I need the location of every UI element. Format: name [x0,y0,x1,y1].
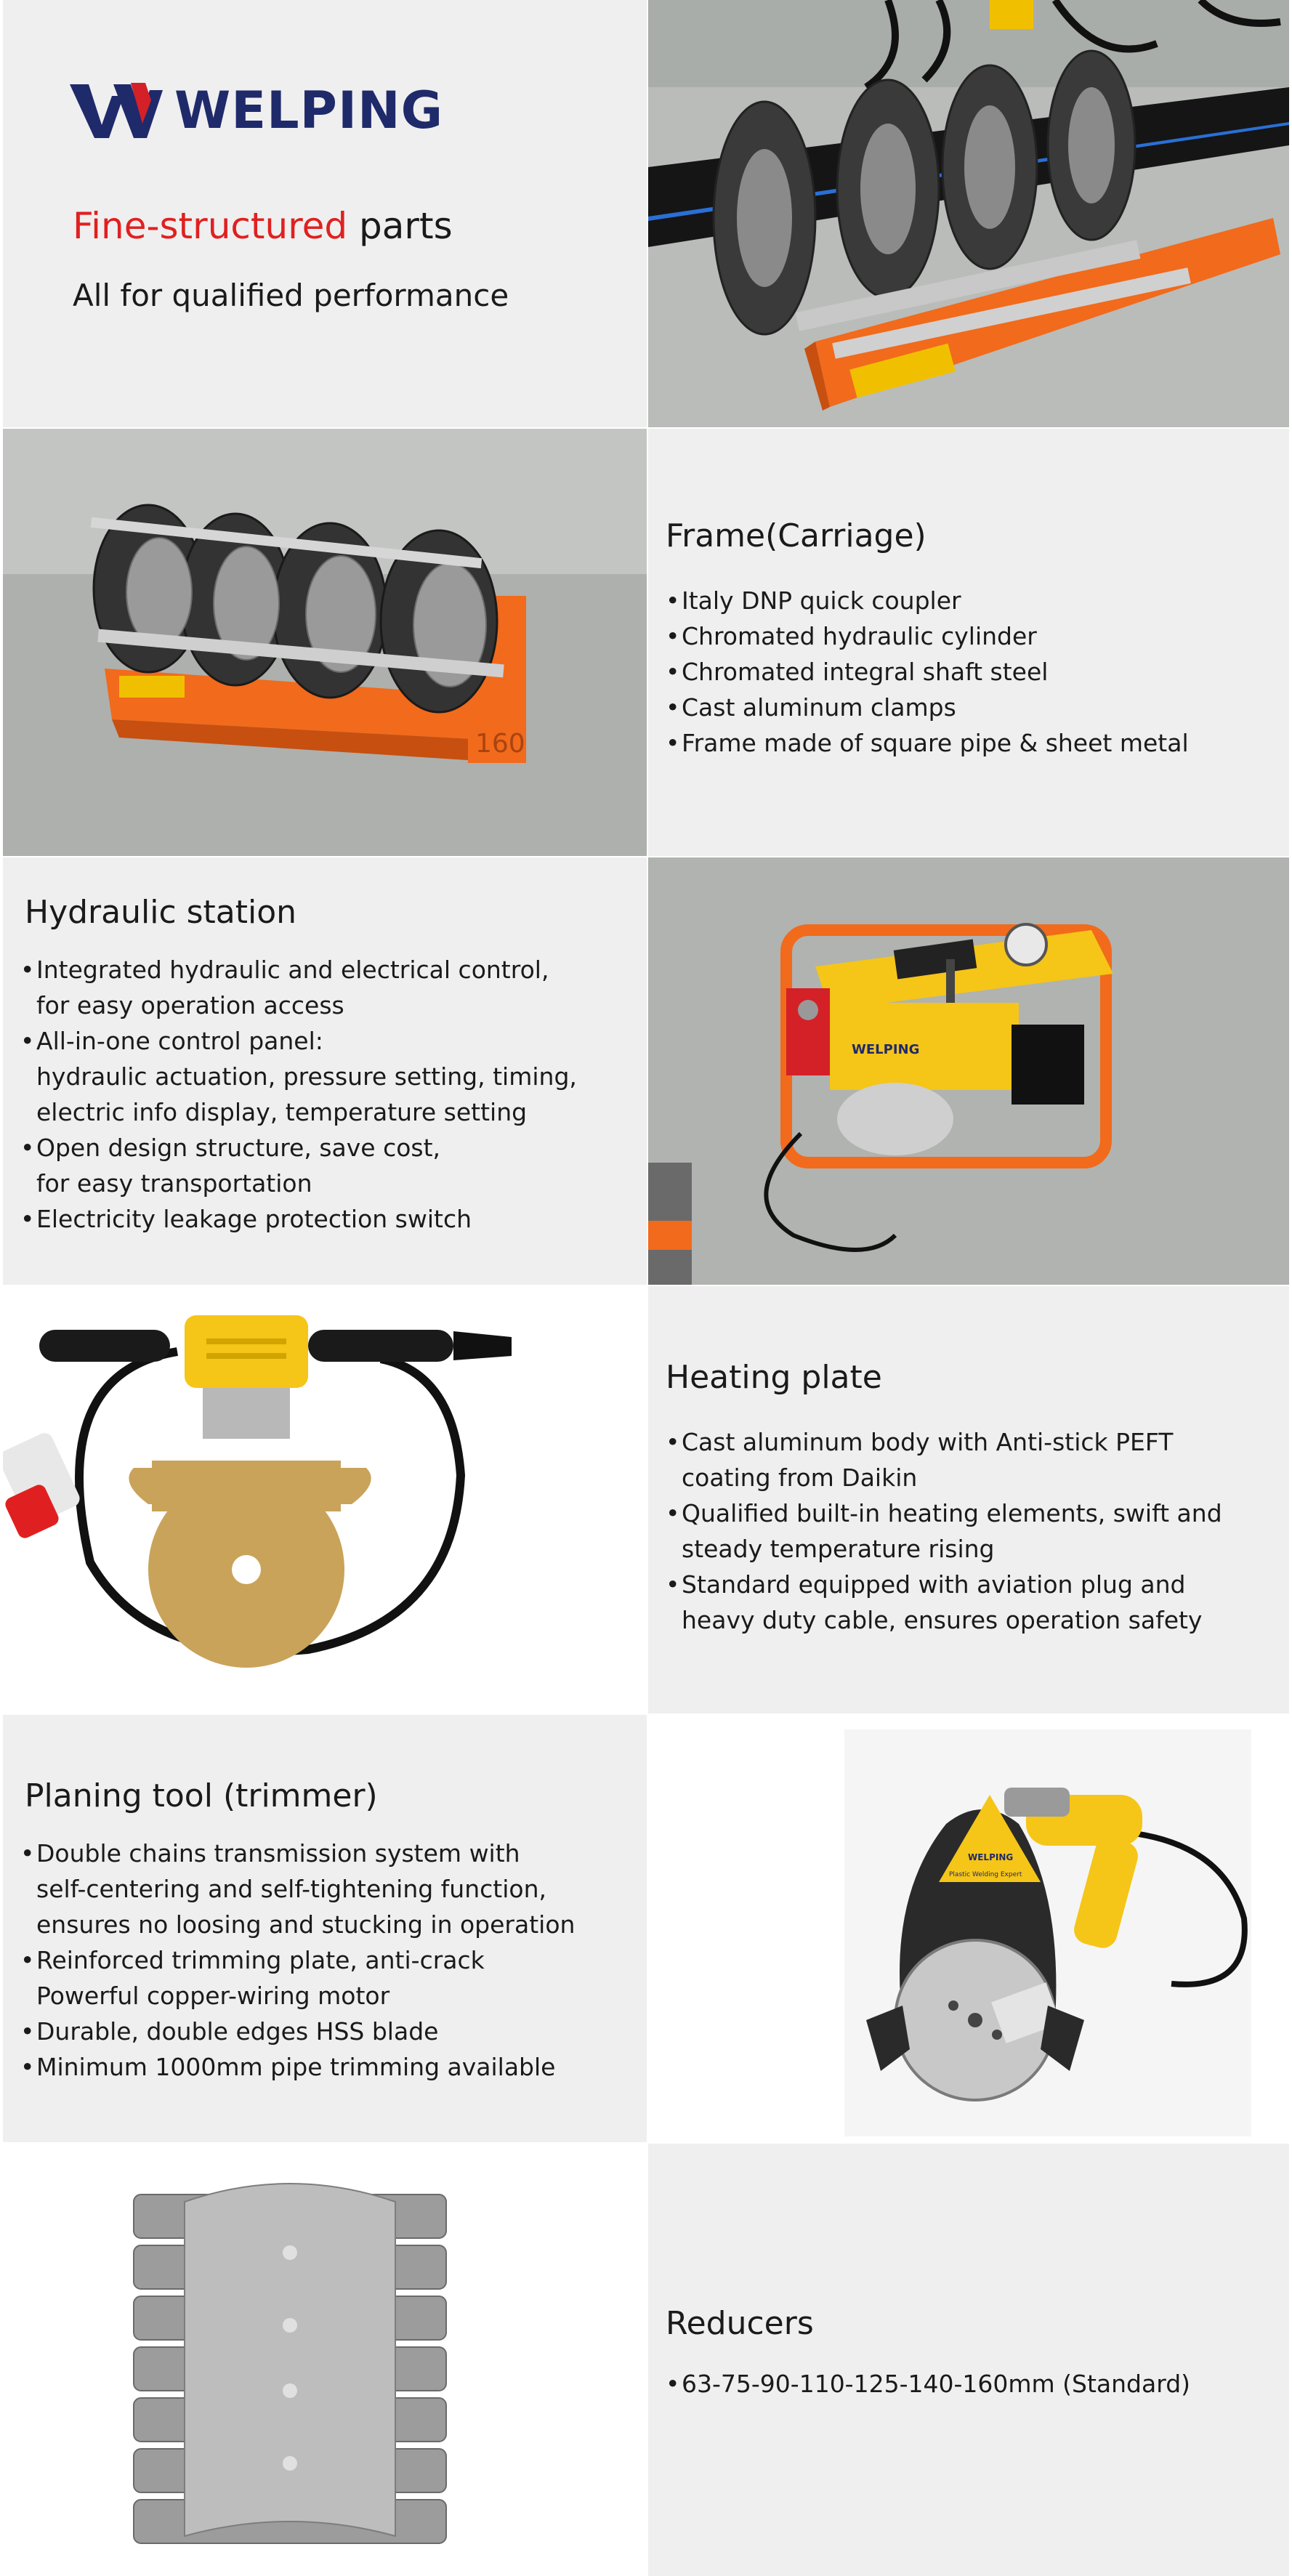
frame-carriage-photo-icon [3,429,647,856]
reducers-panel [648,2144,1289,2576]
trimmer-tag-label: Plastic Welding Expert [949,1871,1022,1878]
brand-name: WELPING [174,81,444,140]
hydraulic-unit-photo [648,857,1289,1285]
hydraulic-feature-4 [20,1201,577,1237]
machine-top-photo [648,0,1289,427]
hydraulic-feature-1-line-1: • Integrated hydraulic and electrical control, [36,956,549,984]
planing-feature-1 [20,1836,575,1942]
hydraulic-feature-3 [20,1130,577,1201]
brand-logo [70,80,443,141]
heating-feature-2 [666,1495,1222,1567]
planing-feature-2-line-1: • Reinforced trimming plate, anti-crack [36,1946,485,1974]
hydraulic-feature-4-line-1: • Electricity leakage protection switch [36,1205,472,1233]
hydraulic-panel [3,857,647,1285]
tagline-highlight: Fine-structured [73,205,348,247]
heating-feature-1-line-2: coating from Daikin [682,1463,918,1492]
hydraulic-feature-1 [20,952,577,1023]
heating-feature-3 [666,1567,1222,1638]
reducers-photo [3,2144,647,2576]
heating-feature-1 [666,1424,1222,1495]
welping-w-logo-icon [70,80,164,141]
heating-plate-photo-icon [3,1286,647,1713]
heating-feature-3-line-1: • Standard equipped with aviation plug and [682,1570,1186,1599]
planing-feature-1-line-3: ensures no loosing and stucking in operation [36,1910,576,1939]
hydraulic-feature-2 [20,1023,577,1130]
reducers-feature-1 [666,2366,1190,2402]
frame-feature-list [666,583,1189,761]
brand-panel [3,0,647,427]
heating-feature-list [666,1424,1222,1638]
hydraulic-feature-3-line-1: • Open design structure, save cost, [36,1134,441,1162]
planing-feature-2 [20,1942,575,2014]
trimmer-photo [648,1715,1289,2142]
heating-title: Heating plate [666,1359,882,1396]
heating-feature-1-line-1: • Cast aluminum body with Anti-stick PEFT [682,1428,1174,1456]
planing-feature-2-line-2: Powerful copper-wiring motor [36,1982,390,2010]
frame-feature-4: • Cast aluminum clamps [666,690,1189,725]
subtitle: All for qualified performance [73,278,509,313]
heating-row [0,1286,1292,1715]
planing-row [0,1715,1292,2144]
machine-frame-photo [3,429,647,856]
reducers-title: Reducers [666,2305,814,2342]
hydraulic-row [0,857,1292,1286]
frame-feature-2: • Chromated hydraulic cylinder [666,618,1189,654]
butt-fusion-machine-photo-icon [648,0,1289,427]
planing-tool-photo-icon [648,1715,1289,2142]
reducer-stack-photo-icon [3,2144,647,2576]
intro-row [0,0,1292,429]
hydraulic-feature-1-line-2: for easy operation access [36,991,344,1020]
heating-feature-3-line-2: heavy duty cable, ensures operation safety [682,1606,1203,1634]
trimmer-brand-label: WELPING [968,1852,1014,1862]
planing-feature-3 [20,2014,575,2049]
frame-feature-5: • Frame made of square pipe & sheet metal [666,725,1189,761]
frame-row [0,429,1292,857]
frame-stamp: 160 [475,729,525,759]
tagline [73,205,453,247]
frame-title: Frame(Carriage) [666,517,926,554]
heating-panel [648,1286,1289,1713]
planing-title: Planing tool (trimmer) [25,1777,378,1814]
heating-feature-2-line-1: • Qualified built-in heating elements, swift and [682,1499,1222,1527]
reducers-row [0,2144,1292,2576]
hydraulic-unit-label: WELPING [852,1042,920,1057]
hydraulic-station-photo-icon [648,857,1289,1285]
frame-feature-1: • Italy DNP quick coupler [666,583,1189,618]
reducers-feature-list [666,2366,1190,2402]
frame-panel [648,429,1289,856]
planing-panel [3,1715,647,2142]
planing-feature-3-line-1: • Durable, double edges HSS blade [36,2017,439,2046]
hydraulic-title: Hydraulic station [25,894,297,931]
reducers-feature-1-line-1: • 63-75-90-110-125-140-160mm (Standard) [682,2370,1191,2398]
hydraulic-feature-list [20,952,577,1237]
heating-plate-photo [3,1286,647,1713]
hydraulic-feature-2-line-2: hydraulic actuation, pressure setting, timing, [36,1062,577,1091]
tagline-rest: parts [347,205,453,247]
heating-feature-2-line-2: steady temperature rising [682,1535,995,1563]
planing-feature-1-line-1: • Double chains transmission system with [36,1839,520,1868]
hydraulic-feature-2-line-1: • All-in-one control panel: [36,1027,323,1055]
planing-feature-4 [20,2049,575,2085]
planing-feature-4-line-1: • Minimum 1000mm pipe trimming available [36,2053,556,2081]
frame-feature-3: • Chromated integral shaft steel [666,654,1189,690]
planing-feature-1-line-2: self-centering and self-tightening function, [36,1875,546,1903]
hydraulic-feature-2-line-3: electric info display, temperature setting [36,1098,528,1126]
hydraulic-feature-3-line-2: for easy transportation [36,1169,312,1198]
planing-feature-list [20,1836,575,2085]
